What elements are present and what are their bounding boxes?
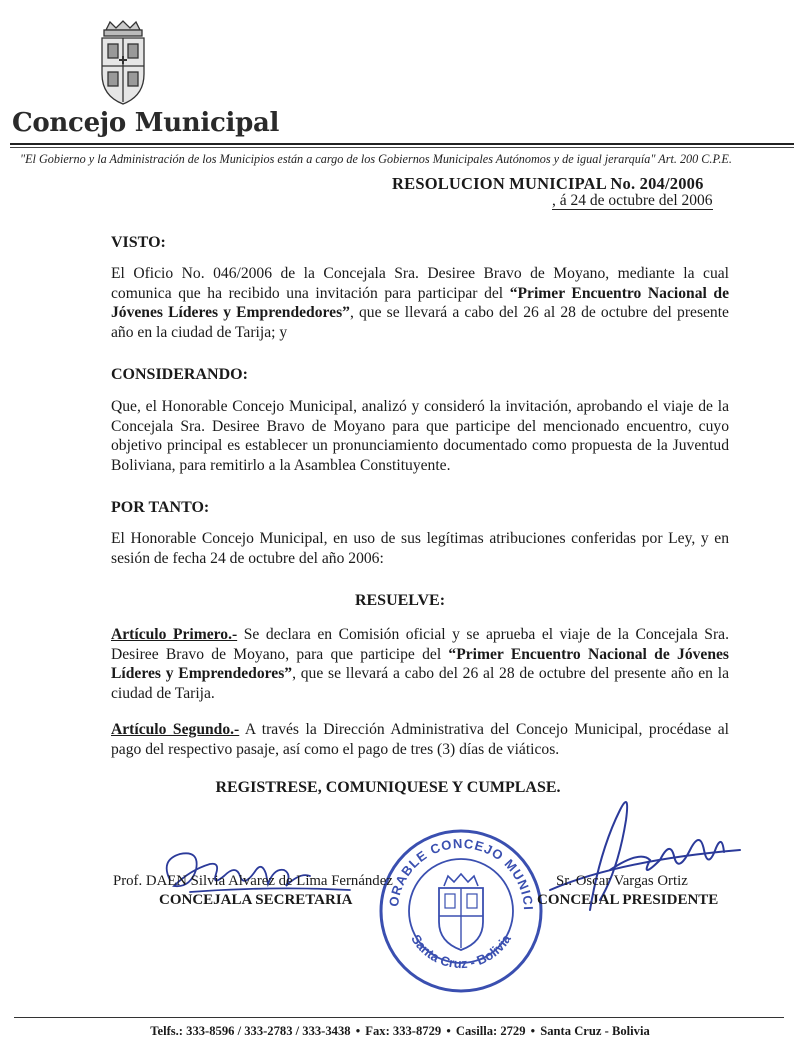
right-signatory-title: CONCEJAL PRESIDENTE xyxy=(537,892,719,908)
official-seal xyxy=(370,814,546,996)
visto-paragraph: El Oficio No. 046/2006 de la Concejala Sra. Desiree Bravo de Moyano, mediante la cual comunica que ha recibido una invitación para participar del “Primer Encuentro Nacional de Jóvenes Líderes y Emprendedores”, que se llevará a cabo del 26 al 28 de octubre del presente año en la ciudad de Tarija; y xyxy=(111,265,729,341)
footer-po-box: Casilla: 2729 xyxy=(455,1024,526,1038)
articulo-primero: Artículo Primero.- Se declara en Comisión oficial y se aprueba el viaje de la Concejala Sra. Desiree Bravo de Moyano, para que participe del “Primer Encuentro Nacional de Jóvenes Líderes y Emprendedores”, que se llevará a cabo del 26 al 28 de octubre del presente año en la ciudad de Tarija. xyxy=(111,626,729,702)
footer-fax: Fax: 333-8729 xyxy=(365,1024,442,1038)
por-tanto-paragraph: El Honorable Concejo Municipal, en uso de sus legítimas atribuciones conferidas por Ley, y en sesión de fecha 24 de octubre del año 2006: xyxy=(111,530,729,567)
seal-top-text: HONORABLE CONCEJO MUNICIPAL xyxy=(370,814,537,912)
left-signatory-name: Prof. DAEN Silvia Alvarez de Lima Fernández xyxy=(113,873,393,889)
seal-bottom-text: Santa Cruz - Bolivia xyxy=(408,931,514,972)
resolution-title: RESOLUCION MUNICIPAL No. 204/2006 xyxy=(392,174,704,193)
footer-phones: Telfs.: 333-8596 / 333-2783 / 333-3438 xyxy=(150,1024,351,1038)
visto-heading: VISTO: xyxy=(111,234,166,251)
articulo-segundo-label: Artículo Segundo.- xyxy=(111,721,240,738)
resuelve-heading: RESUELVE: xyxy=(354,592,446,609)
footer-city: Santa Cruz - Bolivia xyxy=(540,1024,650,1038)
closing-formula: REGISTRESE, COMUNIQUESE Y CUMPLASE. xyxy=(215,779,561,796)
organization-name: Concejo Municipal xyxy=(12,108,280,138)
footer-divider xyxy=(14,1017,784,1018)
constitution-quote: "El Gobierno y la Administración de los Municipios están a cargo de los Gobiernos Municipales Autónomos y de igual jerarquía" Art. 200 C.P.E. xyxy=(20,152,732,166)
header-divider xyxy=(10,143,794,145)
resolution-date: , á 24 de octubre del 2006 xyxy=(552,192,713,209)
crest-icon xyxy=(92,20,154,106)
right-signatory-name: Sr. Oscar Vargas Ortiz xyxy=(556,873,688,889)
articulo-segundo: Artículo Segundo.- A través la Dirección Administrativa del Concejo Municipal, procédase al pago del respectivo pasaje, así como el pago de tres (3) días de viáticos. xyxy=(111,721,729,758)
considerando-heading: CONSIDERANDO: xyxy=(111,366,248,383)
articulo-primero-label: Artículo Primero.- xyxy=(111,626,238,643)
left-signatory-title: CONCEJALA SECRETARIA xyxy=(159,892,353,908)
considerando-paragraph: Que, el Honorable Concejo Municipal, analizó y consideró la invitación, aprobando el viaje de la Concejala Sra. Desiree Bravo de Moyano para que participe del mencionado encuentro, cuyo objetivo principal es establecer un pronunciamiento documentado como propuesta de la Juventud Boliviana, para remitirlo a la Asamblea Constituyente. xyxy=(111,398,729,474)
footer-contact: Telfs.: 333-8596 / 333-2783 / 333-3438 • Fax: 333-8729 • Casilla: 2729 • Santa Cruz - Bolivia xyxy=(150,1024,650,1038)
por-tanto-heading: POR TANTO: xyxy=(111,499,210,516)
event-name: “Primer Encuentro Nacional de Jóvenes Líderes y Emprendedores” xyxy=(111,645,729,682)
event-name: “Primer Encuentro Nacional de Jóvenes Líderes y Emprendedores” xyxy=(111,284,729,321)
municipal-crest-logo xyxy=(92,20,154,106)
header-divider-thin xyxy=(10,147,794,148)
